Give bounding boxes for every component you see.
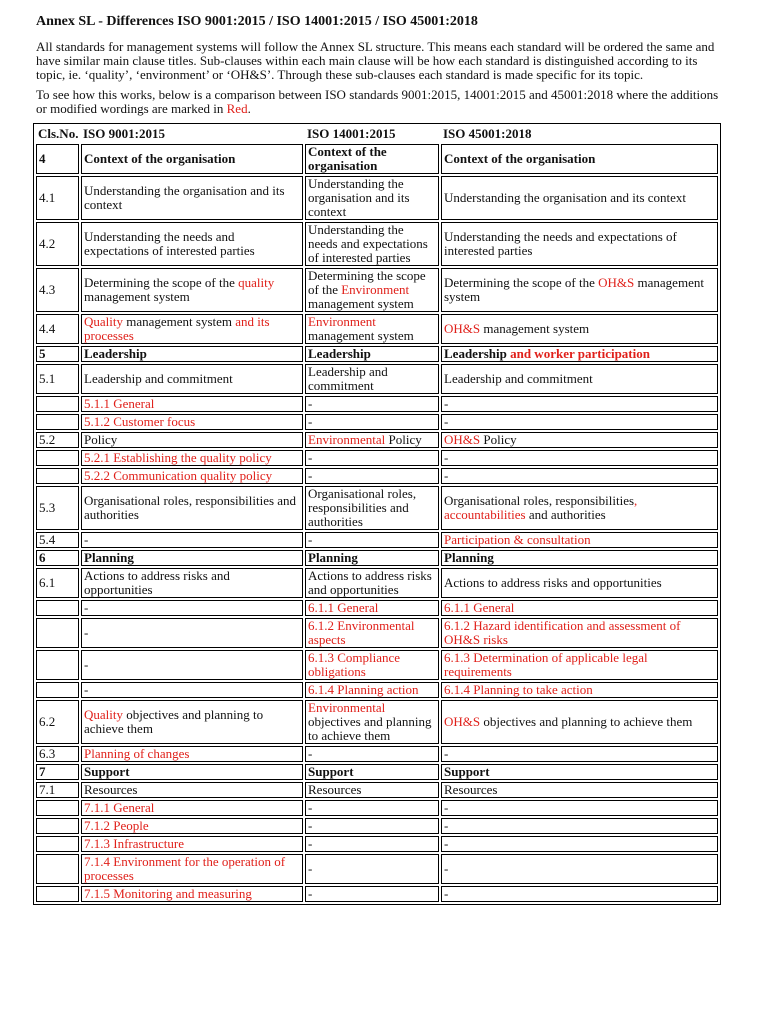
iso-9001-cell — [81, 144, 303, 174]
highlighted-text: OH&S — [598, 275, 635, 290]
cell-text: Determining the scope of the — [308, 268, 426, 297]
cell-text: Support — [84, 764, 130, 779]
table-row — [36, 618, 718, 648]
cell-text: Support — [444, 764, 490, 779]
cell-text: - — [308, 818, 313, 833]
table-row — [36, 800, 718, 816]
cell-text: 5.4 — [39, 532, 56, 547]
clause-number-cell — [36, 176, 79, 220]
cell-text: Understanding the organisation and its context — [444, 190, 687, 205]
iso-9001-cell — [81, 700, 303, 744]
cell-text: management system — [308, 328, 414, 343]
table-row — [36, 364, 718, 394]
highlighted-text: Quality — [84, 707, 123, 722]
cell-text: - — [308, 861, 313, 876]
header-clause-number: Cls.No. — [38, 126, 79, 141]
highlighted-text: quality — [238, 275, 275, 290]
clause-number-cell — [36, 432, 79, 448]
table-row — [36, 886, 718, 902]
highlighted-text: 6.1.1 General — [308, 600, 379, 615]
clause-number-cell — [36, 364, 79, 394]
iso-14001-cell — [305, 268, 439, 312]
cell-text: - — [308, 800, 313, 815]
clause-number-cell — [36, 700, 79, 744]
highlighted-text: OH&S — [444, 432, 481, 447]
cell-text: - — [308, 450, 313, 465]
highlighted-text: 7.1.5 Monitoring and measuring — [84, 886, 252, 901]
intro-line: have similar main clause titles. Sub-clauses within each main clause will be how each standard is distinguished according to its — [36, 53, 698, 68]
highlighted-text: Environmental — [308, 700, 386, 715]
cell-text: - — [444, 746, 449, 761]
cell-text: 6.1 — [39, 575, 56, 590]
iso-9001-cell — [81, 886, 303, 902]
iso-14001-cell — [305, 486, 439, 530]
highlighted-text: 6.1.2 Hazard identification and assessment of OH&S risks — [444, 618, 681, 647]
iso-9001-cell — [81, 414, 303, 430]
cell-text: Leadership — [444, 346, 511, 361]
cell-text: Planning — [84, 550, 134, 565]
cell-text: - — [444, 800, 449, 815]
highlighted-text: 7.1.1 General — [84, 800, 155, 815]
clause-number-cell — [36, 468, 79, 484]
iso-14001-cell — [305, 836, 439, 852]
highlighted-text: Participation & consultation — [444, 532, 591, 547]
iso-45001-cell — [441, 396, 718, 412]
red-marker-word: Red — [226, 101, 248, 116]
cell-text: 4 — [39, 151, 46, 166]
highlighted-text: 5.2.1 Establishing the quality policy — [84, 450, 272, 465]
cell-text: Context of the organisation — [308, 144, 387, 173]
table-row — [36, 568, 718, 598]
iso-14001-cell — [305, 346, 439, 362]
clause-number-cell — [36, 222, 79, 266]
section-row — [36, 346, 718, 362]
cell-text: Context of the organisation — [84, 151, 236, 166]
highlighted-text: 5.1.2 Customer focus — [84, 414, 196, 429]
iso-14001-cell — [305, 432, 439, 448]
cell-text: Understanding the needs and expectations of interested parties — [444, 229, 677, 258]
cell-text: Support — [308, 764, 354, 779]
cell-text: 4.3 — [39, 282, 56, 297]
cell-text: - — [444, 468, 449, 483]
cell-text: Leadership — [308, 346, 371, 361]
cell-text: Organisational roles, responsibilities — [444, 493, 635, 508]
iso-45001-cell — [441, 700, 718, 744]
iso-45001-cell — [441, 650, 718, 680]
clause-number-cell — [36, 782, 79, 798]
iso-45001-cell — [441, 468, 718, 484]
iso-9001-cell — [81, 450, 303, 466]
iso-45001-cell — [441, 764, 718, 780]
cell-text: management system — [308, 296, 414, 311]
iso-45001-cell — [441, 836, 718, 852]
iso-9001-cell — [81, 800, 303, 816]
table-row — [36, 782, 718, 798]
iso-14001-cell — [305, 746, 439, 762]
cell-text: Resources — [84, 782, 138, 797]
cell-text: - — [444, 886, 449, 901]
cell-text: - — [84, 682, 89, 697]
highlighted-text: Environmental — [308, 432, 386, 447]
cell-text: 4.2 — [39, 236, 56, 251]
cell-text: management system — [123, 314, 236, 329]
highlighted-text: Environment — [341, 282, 410, 297]
iso-45001-cell — [441, 600, 718, 616]
table-row — [36, 432, 718, 448]
table-row — [36, 682, 718, 698]
clause-number-cell — [36, 886, 79, 902]
cell-text: 4.1 — [39, 190, 56, 205]
highlighted-text: 7.1.3 Infrastructure — [84, 836, 184, 851]
iso-45001-cell — [441, 618, 718, 648]
comparison-line — [36, 102, 720, 116]
highlighted-text: 6.1.4 Planning action — [308, 682, 419, 697]
highlighted-text: Environment — [308, 314, 376, 329]
iso-45001-cell — [441, 532, 718, 548]
table-row — [36, 468, 718, 484]
clause-number-cell — [36, 144, 79, 174]
iso-45001-cell — [441, 346, 718, 362]
table-row — [36, 268, 718, 312]
table-row — [36, 396, 718, 412]
section-row — [36, 550, 718, 566]
highlighted-text: , accountabilities — [444, 493, 638, 522]
highlighted-text: OH&S — [444, 321, 481, 336]
cell-text: - — [308, 532, 313, 547]
highlighted-text: 7.1.4 Environment for the operation of processes — [84, 854, 286, 883]
header-iso-45001: ISO 45001:2018 — [443, 126, 532, 141]
section-row — [36, 764, 718, 780]
clause-number-cell — [36, 396, 79, 412]
cell-text: 5.3 — [39, 500, 56, 515]
cell-text: Resources — [308, 782, 362, 797]
highlighted-text: 7.1.2 People — [84, 818, 149, 833]
iso-9001-cell — [81, 682, 303, 698]
iso-14001-cell — [305, 532, 439, 548]
iso-9001-cell — [81, 782, 303, 798]
iso-9001-cell — [81, 468, 303, 484]
iso-9001-cell — [81, 486, 303, 530]
iso-14001-cell — [305, 144, 439, 174]
cell-text: Policy — [385, 432, 422, 447]
clause-number-cell — [36, 568, 79, 598]
cell-text: - — [444, 396, 449, 411]
table-row — [36, 450, 718, 466]
cell-text: - — [308, 746, 313, 761]
table-row — [36, 486, 718, 530]
iso-9001-cell — [81, 568, 303, 598]
highlighted-text: 6.1.3 Determination of applicable legal requirements — [444, 650, 648, 679]
table-row — [36, 818, 718, 834]
cell-text: - — [308, 468, 313, 483]
cell-text: Leadership — [84, 346, 147, 361]
cell-text: Planning — [444, 550, 494, 565]
highlighted-text: and worker participation — [510, 346, 650, 361]
cell-text: Actions to address risks and opportunities — [84, 568, 230, 597]
iso-9001-cell — [81, 432, 303, 448]
iso-45001-cell — [441, 144, 718, 174]
cell-text: - — [444, 450, 449, 465]
table-row — [36, 414, 718, 430]
clause-number-cell — [36, 550, 79, 566]
iso-14001-cell — [305, 886, 439, 902]
highlighted-text: 5.1.1 General — [84, 396, 155, 411]
iso-45001-cell — [441, 800, 718, 816]
cell-text: - — [84, 532, 89, 547]
iso-14001-cell — [305, 600, 439, 616]
cell-text: - — [308, 836, 313, 851]
iso-45001-cell — [441, 222, 718, 266]
clause-number-cell — [36, 268, 79, 312]
cell-text: management system — [84, 289, 190, 304]
table-row — [36, 854, 718, 884]
document-title: Annex SL - Differences ISO 9001:2015 / ISO 14001:2015 / ISO 45001:2018 — [36, 14, 478, 29]
table-row — [36, 222, 718, 266]
iso-9001-cell — [81, 650, 303, 680]
cell-text: Understanding the needs and expectations of interested parties — [308, 222, 428, 265]
iso-9001-cell — [81, 176, 303, 220]
clause-number-cell — [36, 346, 79, 362]
iso-45001-cell — [441, 450, 718, 466]
table-row — [36, 746, 718, 762]
iso-14001-cell — [305, 568, 439, 598]
table-row — [36, 600, 718, 616]
cell-text: Understanding the organisation and its context — [84, 183, 285, 212]
iso-14001-cell — [305, 618, 439, 648]
clause-number-cell — [36, 486, 79, 530]
cell-text: - — [444, 818, 449, 833]
iso-9001-cell — [81, 818, 303, 834]
clause-number-cell — [36, 818, 79, 834]
cell-text: - — [444, 861, 449, 876]
highlighted-text: and its processes — [84, 314, 270, 343]
comparison-paragraph — [36, 88, 720, 116]
cell-text: Policy — [84, 432, 118, 447]
iso-9001-cell — [81, 746, 303, 762]
table-header-row — [36, 126, 718, 142]
iso-45001-cell — [441, 432, 718, 448]
cell-text: 4.4 — [39, 321, 56, 336]
cell-text: management system — [480, 321, 590, 336]
iso-14001-cell — [305, 782, 439, 798]
clause-number-cell — [36, 650, 79, 680]
cell-text: objectives and planning to achieve them — [480, 714, 693, 729]
highlighted-text: 6.1.2 Environmental aspects — [308, 618, 415, 647]
cell-text: 6 — [39, 550, 46, 565]
iso-14001-cell — [305, 468, 439, 484]
cell-text: Planning — [308, 550, 358, 565]
clause-number-cell — [36, 618, 79, 648]
cell-text: Understanding the organisation and its context — [308, 176, 410, 219]
cell-text: - — [84, 600, 89, 615]
clause-number-cell — [36, 532, 79, 548]
iso-14001-cell — [305, 682, 439, 698]
table-row — [36, 650, 718, 680]
iso-45001-cell — [441, 886, 718, 902]
table-row — [36, 700, 718, 744]
cell-text: 7.1 — [39, 782, 56, 797]
clause-number-cell — [36, 600, 79, 616]
clause-number-cell — [36, 854, 79, 884]
iso-14001-cell — [305, 818, 439, 834]
iso-9001-cell — [81, 836, 303, 852]
intro-line: All standards for management systems will follow the Annex SL structure. This means each standard will be ordered the same and — [36, 39, 715, 54]
iso-14001-cell — [305, 450, 439, 466]
comparison-line-text: or modified wordings are marked in — [36, 101, 227, 116]
iso-14001-cell — [305, 800, 439, 816]
highlighted-text: OH&S — [444, 714, 481, 729]
cell-text: 7 — [39, 764, 46, 779]
section-row — [36, 144, 718, 174]
iso-14001-cell — [305, 764, 439, 780]
iso-45001-cell — [441, 314, 718, 344]
header-iso-14001: ISO 14001:2015 — [307, 126, 396, 141]
iso-45001-cell — [441, 682, 718, 698]
iso-14001-cell — [305, 854, 439, 884]
iso-9001-cell — [81, 268, 303, 312]
cell-text: Resources — [444, 782, 498, 797]
iso-9001-cell — [81, 764, 303, 780]
clause-number-cell — [36, 746, 79, 762]
highlighted-text: 6.1.4 Planning to take action — [444, 682, 593, 697]
comparison-table-body — [36, 126, 718, 902]
iso-45001-cell — [441, 746, 718, 762]
iso-45001-cell — [441, 486, 718, 530]
iso-9001-cell — [81, 600, 303, 616]
iso-9001-cell — [81, 618, 303, 648]
iso-45001-cell — [441, 550, 718, 566]
cell-text: Understanding the needs and expectations of interested parties — [84, 229, 255, 258]
cell-text: Organisational roles, responsibilities and authorities — [308, 486, 417, 529]
cell-text: - — [308, 414, 313, 429]
header-iso-9001: ISO 9001:2015 — [83, 126, 165, 141]
cell-text: Context of the organisation — [444, 151, 596, 166]
iso-14001-cell — [305, 650, 439, 680]
cell-text: Actions to address risks and opportunities — [444, 575, 662, 590]
cell-text: 5.1 — [39, 371, 56, 386]
cell-text: Leadership and commitment — [444, 371, 593, 386]
iso-9001-cell — [81, 532, 303, 548]
cell-text: Leadership and commitment — [84, 371, 233, 386]
intro-paragraph — [36, 40, 720, 82]
iso-14001-cell — [305, 314, 439, 344]
table-row — [36, 314, 718, 344]
cell-text: Actions to address risks and opportunities — [308, 568, 432, 597]
clause-number-cell — [36, 800, 79, 816]
cell-text: 6.2 — [39, 714, 56, 729]
cell-text: Policy — [480, 432, 517, 447]
cell-text: - — [444, 836, 449, 851]
iso-45001-cell — [441, 818, 718, 834]
cell-text: Organisational roles, responsibilities and authorities — [84, 493, 297, 522]
clause-number-cell — [36, 836, 79, 852]
iso-9001-cell — [81, 396, 303, 412]
table-row — [36, 532, 718, 548]
iso-14001-cell — [305, 700, 439, 744]
cell-text: objectives and planning to achieve them — [84, 707, 264, 736]
iso-45001-cell — [441, 176, 718, 220]
cell-text: 6.3 — [39, 746, 56, 761]
highlighted-text: Planning of changes — [84, 746, 190, 761]
cell-text: objectives and planning to achieve them — [308, 714, 432, 743]
iso-9001-cell — [81, 222, 303, 266]
comparison-line-end: . — [247, 101, 251, 116]
comparison-line: To see how this works, below is a comparison between ISO standards 9001:2015, 14001:2015 and 45001:2018 where the additions — [36, 87, 719, 102]
cell-text: - — [84, 657, 89, 672]
document-page — [36, 10, 720, 122]
cell-text: Leadership and commitment — [308, 364, 388, 393]
iso-45001-cell — [441, 568, 718, 598]
comparison-table — [33, 123, 721, 905]
highlighted-text: 6.1.1 General — [444, 600, 515, 615]
iso-9001-cell — [81, 364, 303, 394]
clause-number-cell — [36, 414, 79, 430]
iso-9001-cell — [81, 314, 303, 344]
iso-45001-cell — [441, 782, 718, 798]
iso-45001-cell — [441, 268, 718, 312]
clause-number-cell — [36, 764, 79, 780]
cell-text: management system — [444, 275, 704, 304]
iso-14001-cell — [305, 550, 439, 566]
iso-14001-cell — [305, 176, 439, 220]
table-row — [36, 836, 718, 852]
cell-text: 5.2 — [39, 432, 56, 447]
clause-number-cell — [36, 450, 79, 466]
iso-14001-cell — [305, 222, 439, 266]
iso-9001-cell — [81, 346, 303, 362]
cell-text: Determining the scope of the — [84, 275, 239, 290]
cell-text: and authorities — [525, 507, 606, 522]
highlighted-text: 6.1.3 Compliance obligations — [308, 650, 401, 679]
iso-14001-cell — [305, 364, 439, 394]
cell-text: - — [444, 414, 449, 429]
clause-number-cell — [36, 314, 79, 344]
intro-line: topic, ie. ‘quality’, ‘environment’ or ‘OH&S’. Through these sub-clauses each standard is made specific for its topic. — [36, 67, 644, 82]
cell-text: - — [84, 625, 89, 640]
iso-45001-cell — [441, 854, 718, 884]
clause-number-cell — [36, 682, 79, 698]
iso-14001-cell — [305, 414, 439, 430]
iso-9001-cell — [81, 854, 303, 884]
highlighted-text: 5.2.2 Communication quality policy — [84, 468, 273, 483]
iso-14001-cell — [305, 396, 439, 412]
highlighted-text: Quality — [84, 314, 123, 329]
iso-45001-cell — [441, 364, 718, 394]
table-row — [36, 176, 718, 220]
cell-text: - — [308, 886, 313, 901]
iso-45001-cell — [441, 414, 718, 430]
iso-9001-cell — [81, 550, 303, 566]
cell-text: Determining the scope of the — [444, 275, 599, 290]
cell-text: - — [308, 396, 313, 411]
cell-text: 5 — [39, 346, 46, 361]
